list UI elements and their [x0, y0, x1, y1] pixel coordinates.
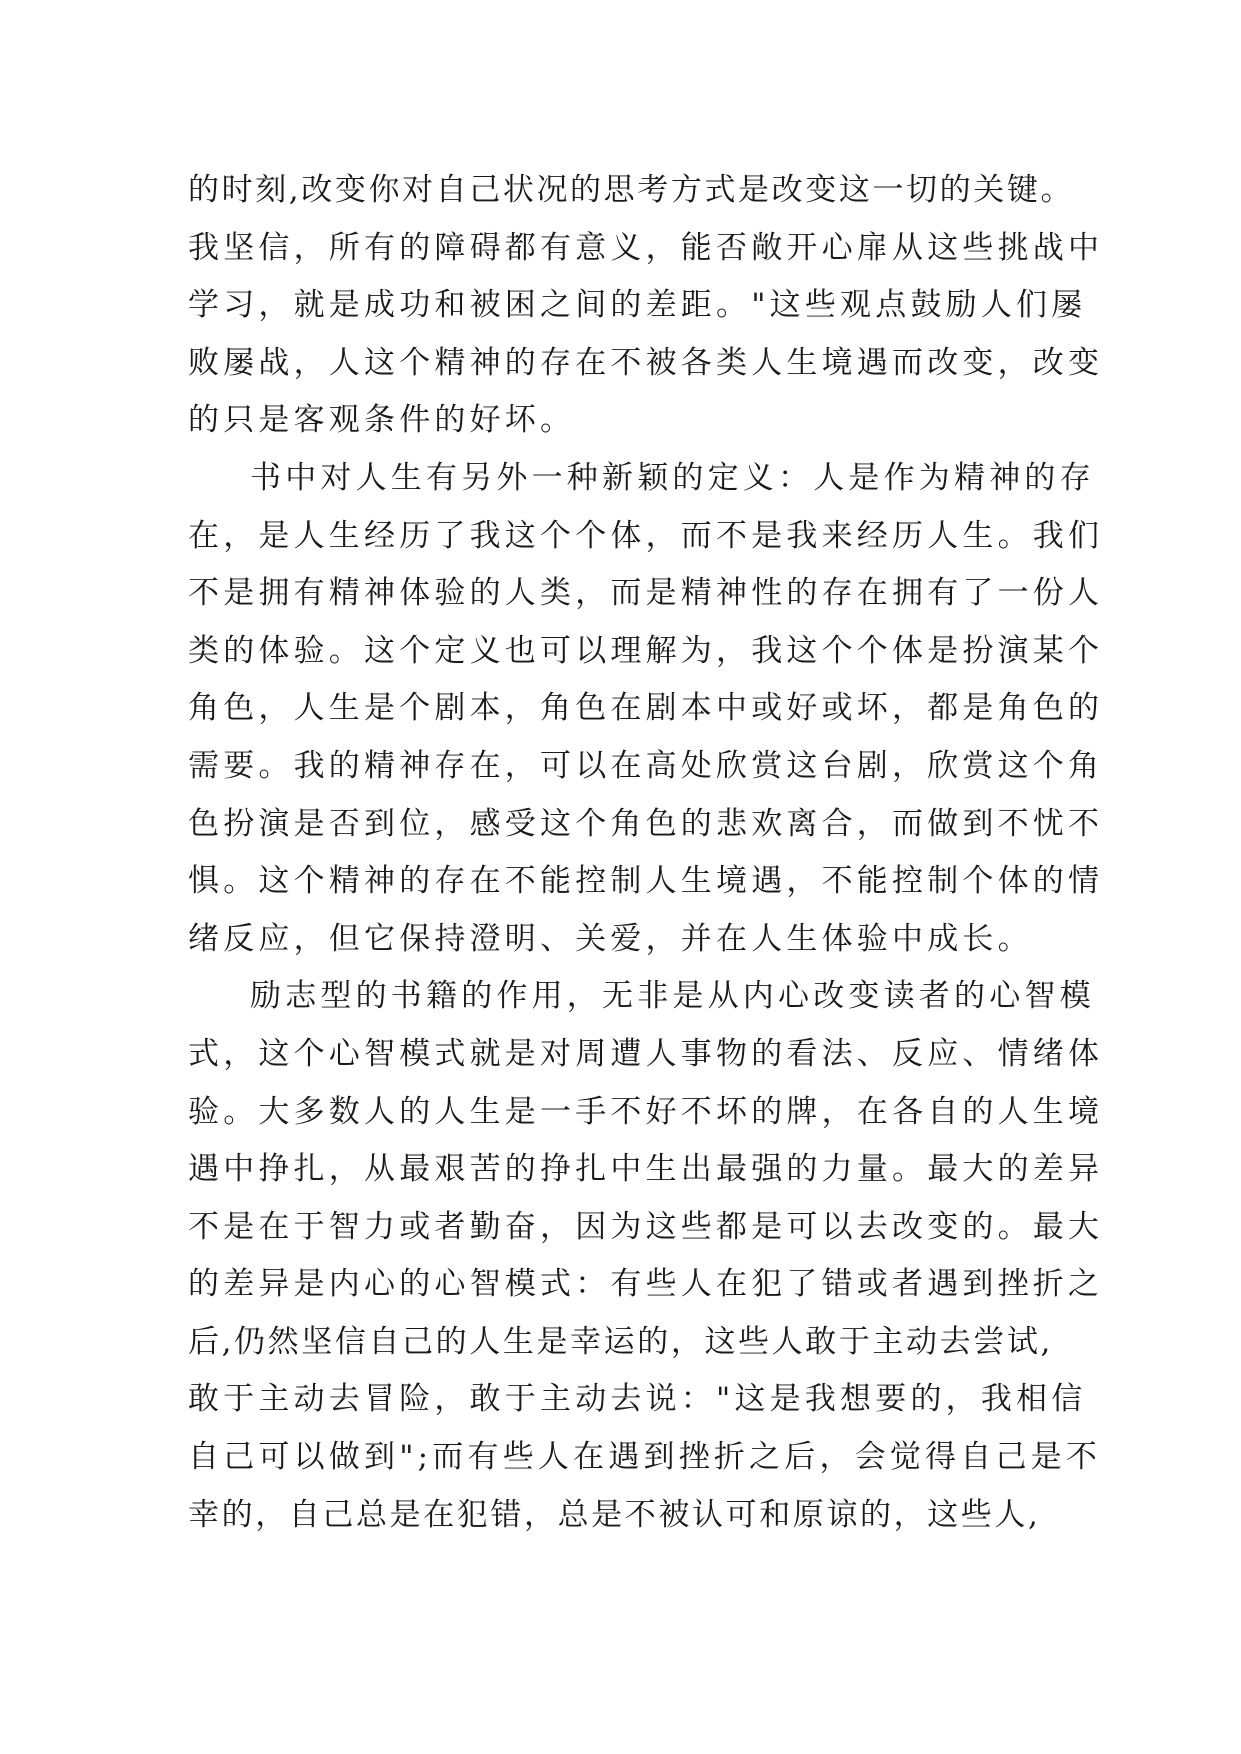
text-line: 学习，就是成功和被困之间的差距。"这些观点鼓励人们屡	[188, 287, 1087, 324]
text-line: 验。大多数人的人生是一手不好不坏的牌，在各自的人生境	[188, 1093, 1104, 1130]
text-line: 的差异是内心的心智模式：有些人在犯了错或者遇到挫折之	[188, 1266, 1104, 1303]
text-line: 不是在于智力或者勤奋，因为这些都是可以去改变的。最大	[188, 1208, 1104, 1245]
text-line: 类的体验。这个定义也可以理解为，我这个个体是扮演某个	[188, 632, 1104, 669]
text-line: 自己可以做到";而有些人在遇到挫折之后，会觉得自己是不	[188, 1439, 1102, 1476]
text-line: 惧。这个精神的存在不能控制人生境遇，不能控制个体的情	[188, 863, 1104, 900]
text-line: 我坚信，所有的障碍都有意义，能否敞开心扉从这些挑战中	[188, 229, 1104, 266]
text-line: 幸的，自己总是在犯错，总是不被认可和原谅的，这些人,	[188, 1496, 1041, 1533]
text-line: 遇中挣扎，从最艰苦的挣扎中生出最强的力量。最大的差异	[188, 1151, 1104, 1188]
text-line: 需要。我的精神存在，可以在高处欣赏这台剧，欣赏这个角	[188, 747, 1104, 784]
body-text	[188, 162, 1104, 1544]
text-line: 败屡战，人这个精神的存在不被各类人生境遇而改变，改变	[188, 344, 1104, 381]
text-line: 式，这个心智模式就是对周遭人事物的看法、反应、情绪体	[188, 1035, 1104, 1072]
paragraph-start-line: 书中对人生有另外一种新颖的定义：人是作为精神的存	[250, 459, 1095, 496]
text-line: 在，是人生经历了我这个个体，而不是我来经历人生。我们	[188, 517, 1104, 554]
text-line: 敢于主动去冒险，敢于主动去说："这是我想要的，我相信	[188, 1381, 1087, 1418]
text-line: 的只是客观条件的好坏。	[188, 402, 576, 439]
text-line: 色扮演是否到位，感受这个角色的悲欢离合，而做到不忧不	[188, 805, 1104, 842]
text-line: 绪反应，但它保持澄明、关爱，并在人生体验中成长。	[188, 920, 1033, 957]
text-line: 不是拥有精神体验的人类，而是精神性的存在拥有了一份人	[188, 575, 1104, 612]
text-line: 后,仍然坚信自己的人生是幸运的，这些人敢于主动去尝试,	[188, 1323, 1053, 1360]
paragraph-start-line: 励志型的书籍的作用，无非是从内心改变读者的心智模	[250, 978, 1095, 1015]
text-line: 的时刻,改变你对自己状况的思考方式是改变这一切的关键。	[188, 172, 1075, 208]
text-line: 角色，人生是个剧本，角色在剧本中或好或坏，都是角色的	[188, 690, 1104, 727]
